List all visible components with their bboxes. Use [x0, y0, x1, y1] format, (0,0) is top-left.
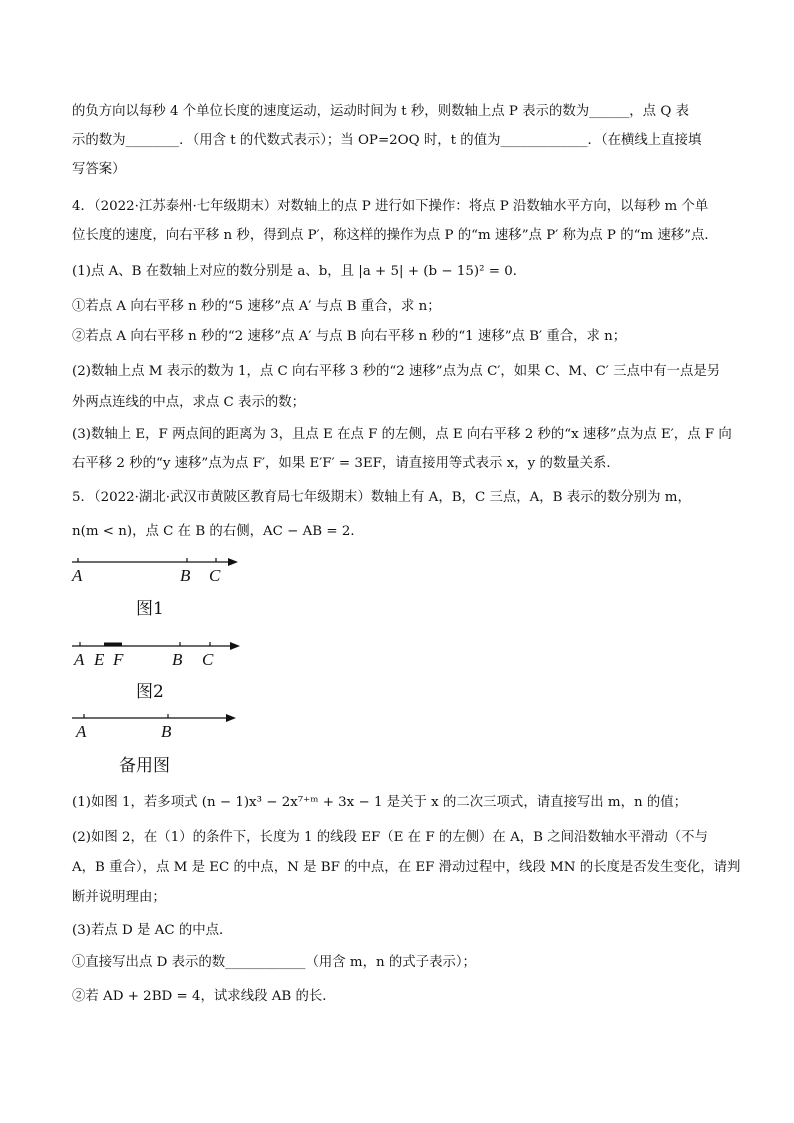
fig2-point-a-label: A	[74, 650, 85, 669]
fig2-point-b-label: B	[172, 650, 183, 669]
fig2-point-e-label: E	[94, 650, 105, 669]
backup-figure-number-line	[66, 708, 246, 730]
text-line-3: 写答案）	[72, 162, 126, 177]
fig1-point-b-label: B	[180, 566, 191, 585]
question-5-line-2: n(m < n)，点 C 在 B 的右侧，AC − AB = 2．	[72, 524, 364, 539]
fig2-point-f-label: F	[113, 650, 124, 669]
figure-1-caption: 图1	[136, 599, 164, 619]
fig1-point-a-label: A	[72, 566, 83, 585]
question-5-part-3a: ①直接写出点 D 表示的数____________（用含 m，n 的式子表示）；	[72, 955, 476, 970]
question-4-part-3-line-2: 右平移 2 秒的“y 速移”点为点 F′，如果 E′F′ = 3EF，请直接用等式表示 x，y 的数量关系．	[72, 456, 620, 471]
question-4-part-3-line-1: (3)数轴上 E，F 两点间的距离为 3，且点 E 在点 F 的左侧，点 E 向右平移 2 秒的“x 速移”点为点 E′，点 F 向	[72, 427, 732, 442]
question-5-part-1: (1)如图 1，若多项式 (n − 1)x³ − 2x⁷⁺ᵐ + 3x − 1 是关于 x 的二次三项式，请直接写出 m，n 的值；	[72, 795, 688, 810]
text-line-1: 的负方向以每秒 4 个单位长度的速度运动，运动时间为 t 秒，则数轴上点 P 表示的数为______，点 Q 表	[72, 104, 689, 119]
question-4-part-1a: ①若点 A 向右平移 n 秒的“5 速移”点 A′ 与点 B 重合，求 n；	[72, 299, 441, 314]
fig1-point-c-label: C	[209, 566, 221, 585]
question-4-line-1: 4．（2022·江苏泰州·七年级期末）对数轴上的点 P 进行如下操作：将点 P 沿数轴水平方向，以每秒 m 个单	[72, 199, 709, 214]
figure-2-caption: 图2	[136, 682, 164, 702]
question-4-part-2-line-2: 外两点连线的中点，求点 C 表示的数；	[72, 395, 306, 410]
figure-2-number-line	[66, 636, 246, 658]
question-5-part-3b: ②若 AD + 2BD = 4，试求线段 AB 的长．	[72, 989, 336, 1004]
question-5-part-2-line-3: 断并说明理由；	[72, 890, 166, 905]
backup-figure-caption: 备用图	[119, 756, 170, 776]
question-4-line-2: 位长度的速度，向右平移 n 秒，得到点 P′，称这样的操作为点 P 的“m 速移”点 P′ 称为点 P 的“m 速移”点．	[72, 228, 718, 243]
question-4-part-1b: ②若点 A 向右平移 n 秒的“2 速移”点 A′ 与点 B 向右平移 n 秒的“1 速移”点 B′ 重合，求 n；	[72, 329, 627, 344]
question-4-part-1: (1)点 A、B 在数轴上对应的数分别是 a、b，且 |a + 5| + (b − 15)² = 0．	[72, 264, 527, 279]
question-5-line-1: 5．（2022·湖北·武汉市黄陂区教育局七年级期末）数轴上有 A，B，C 三点，A，B 表示的数分别为 m，	[72, 490, 691, 505]
backup-point-b-label: B	[161, 722, 172, 741]
backup-point-a-label: A	[76, 722, 87, 741]
text-line-2: 示的数为________．（用含 t 的代数式表示）；当 OP=2OQ 时，t 的值为_____________．（在横线上直接填	[72, 133, 702, 148]
question-4-part-2-line-1: (2)数轴上点 M 表示的数为 1，点 C 向右平移 3 秒的“2 速移”点为点 C′，如果 C、M、C′ 三点中有一点是另	[72, 364, 721, 379]
fig2-point-c-label: C	[202, 650, 214, 669]
question-5-part-3: (3)若点 D 是 AC 的中点．	[72, 923, 233, 938]
question-5-part-2-line-2: A，B 重合），点 M 是 EC 的中点，N 是 BF 的中点，在 EF 滑动过程中，线段 MN 的长度是否发生变化，请判	[72, 860, 741, 875]
question-5-part-2-line-1: (2)如图 2，在（1）的条件下，长度为 1 的线段 EF（E 在 F 的左侧）在 A，B 之间沿数轴水平滑动（不与	[72, 830, 708, 845]
